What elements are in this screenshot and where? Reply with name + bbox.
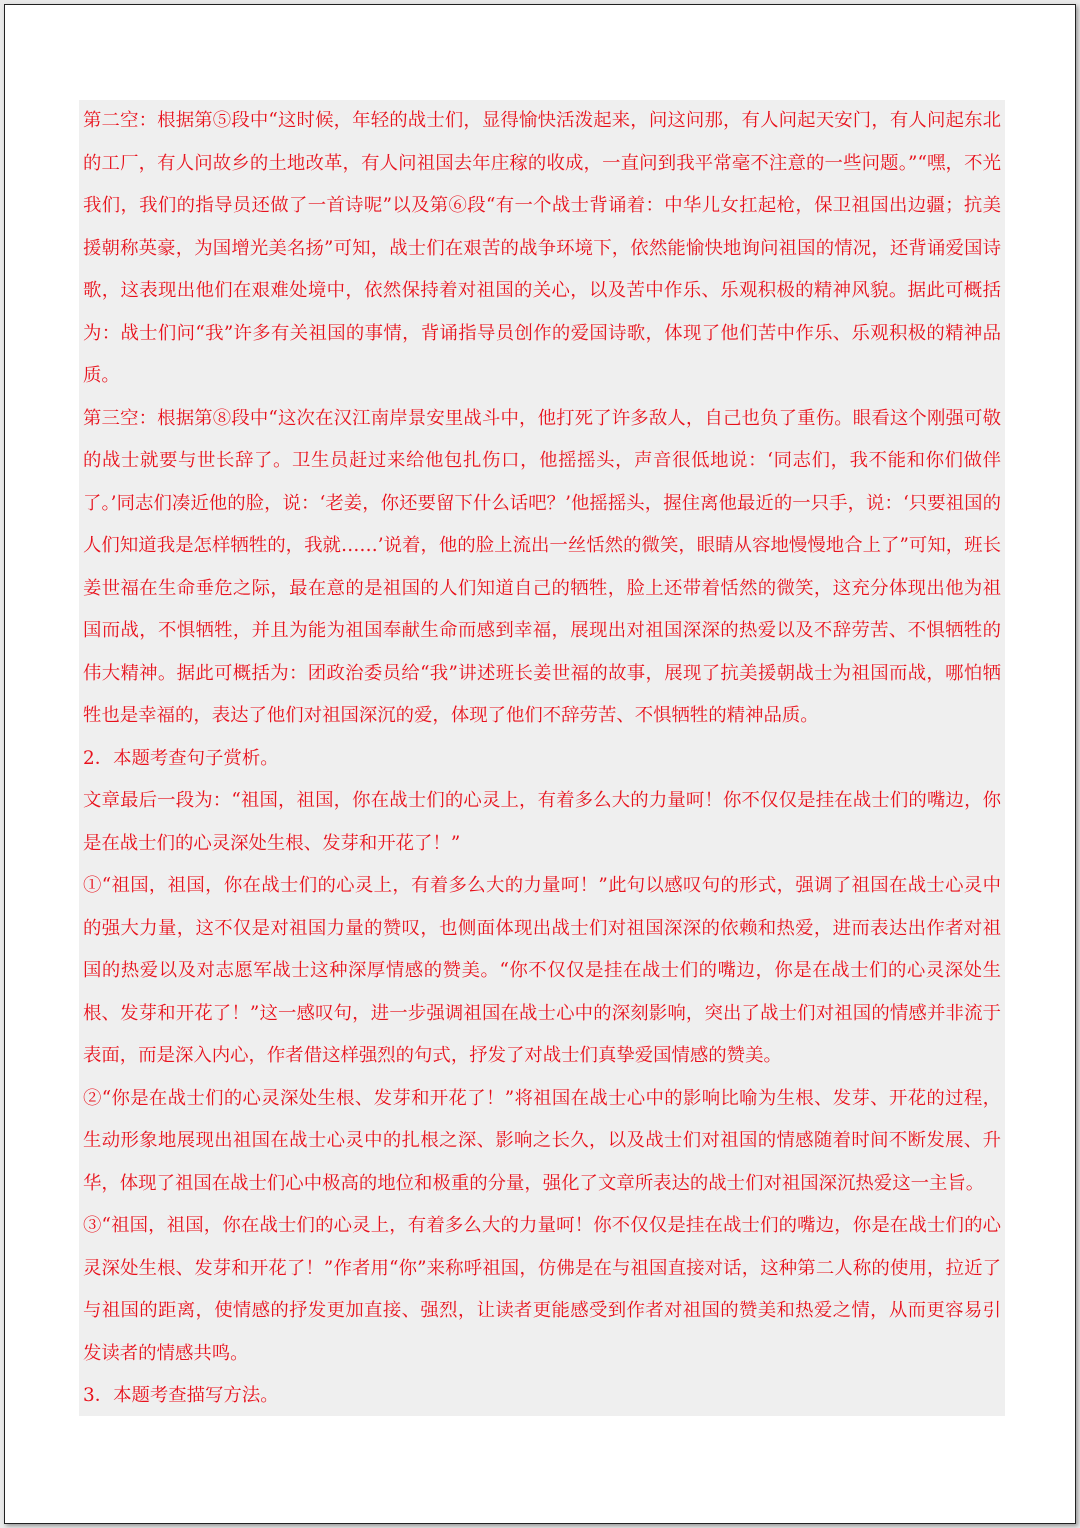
- question-two-heading: 2．本题考查句子赏析。: [83, 747, 279, 769]
- question-three-heading: 3．本题考查描写方法。: [83, 1385, 279, 1406]
- paragraph-last-section-quote: 文章最后一段为：“祖国，祖国，你在战士们的心灵上，有着多么大的力量呵！你不仅仅是挂在战士们的嘴边，你是在战士们的心灵深处生根、发芽和开花了！”: [83, 790, 1001, 854]
- paragraph-point-two: ②“你是在战士们的心灵深处生根、发芽和开花了！”将祖国在战士心中的影响比喻为生根、发芽、开花的过程，生动形象地展现出祖国在战士心灵中的扎根之深、影响之长久，以及战士们对祖国的情感随着时间不断发展、升华，体现了祖国在战士们心中极高的地位和极重的分量，强化了文章所表达的战士们对祖国深沉热爱这一主旨。: [83, 1087, 1001, 1194]
- highlighted-answer-area: [79, 100, 1005, 1416]
- paragraph-point-three: ③“祖国，祖国，你在战士们的心灵上，有着多么大的力量呵！你不仅仅是挂在战士们的嘴边，你是在战士们的心灵深处生根、发芽和开花了！”作者用“你”来称呼祖国，仿佛是在与祖国直接对话，这种第二人称的使用，拉近了与祖国的距离，使情感的抒发更加直接、强烈，让读者更能感受到作者对祖国的赞美和热爱之情，从而更容易引发读者的情感共鸣。: [83, 1215, 1001, 1364]
- answer-text-block: [79, 100, 1005, 1418]
- paragraph-blank-two: 第二空：根据第⑤段中“这时候，年轻的战士们，显得愉快活泼起来，问这问那，有人问起天安门，有人问起东北的工厂，有人问故乡的土地改革，有人问祖国去年庄稼的收成，一直问到我平常毫不注意的一些问题。”“嘿，不光我们，我们的指导员还做了一首诗呢”以及第⑥段“有一个战士背诵着：中华儿女扛起枪，保卫祖国出边疆；抗美援朝称英豪，为国增光美名扬”可知，战士们在艰苦的战争环境下，依然能愉快地询问祖国的情况，还背诵爱国诗歌，这表现出他们在艰难处境中，依然保持着对祖国的关心，以及苦中作乐、乐观积极的精神风貌。据此可概括为：战士们问“我”许多有关祖国的事情，背诵指导员创作的爱国诗歌，体现了他们苦中作乐、乐观积极的精神品质。: [83, 110, 1001, 386]
- paragraph-blank-three: 第三空：根据第⑧段中“这次在汉江南岸景安里战斗中，他打死了许多敌人，自己也负了重伤。眼看这个刚强可敬的战士就要与世长辞了。卫生员赶过来给他包扎伤口，他摇摇头，声音很低地说：‘同志们，我不能和你们做伴了。’同志们凑近他的脸，说：‘老姜，你还要留下什么话吧？’他摇摇头，握住离他最近的一只手，说：‘只要祖国的人们知道我是怎样牺牲的，我就……’说着，他的脸上流出一丝恬然的微笑，眼睛从容地慢慢地合上了”可知，班长姜世福在生命垂危之际，最在意的是祖国的人们知道自己的牺牲，脸上还带着恬然的微笑，这充分体现出他为祖国而战，不惧牺牲，并且为能为祖国奉献生命而感到幸福，展现出对祖国深深的热爱以及不辞劳苦、不惧牺牲的伟大精神。据此可概括为：团政治委员给“我”讲述班长姜世福的故事，展现了抗美援朝战士为祖国而战，哪怕牺牲也是幸福的，表达了他们对祖国深沉的爱，体现了他们不辞劳苦、不惧牺牲的精神品质。: [83, 407, 1001, 726]
- document-page: [4, 4, 1076, 1524]
- paragraph-point-one: ①“祖国，祖国，你在战士们的心灵上，有着多么大的力量呵！”此句以感叹句的形式，强调了祖国在战士心灵中的强大力量，这不仅是对祖国力量的赞叹，也侧面体现出战士们对祖国深深的依赖和热爱，进而表达出作者对祖国的热爱以及对志愿军战士这种深厚情感的赞美。“你不仅仅是挂在战士们的嘴边，你是在战士们的心灵深处生根、发芽和开花了！”这一感叹句，进一步强调祖国在战士心中的深刻影响，突出了战士们对祖国的情感并非流于表面，而是深入内心，作者借这样强烈的句式，抒发了对战士们真挚爱国情感的赞美。: [83, 875, 1001, 1066]
